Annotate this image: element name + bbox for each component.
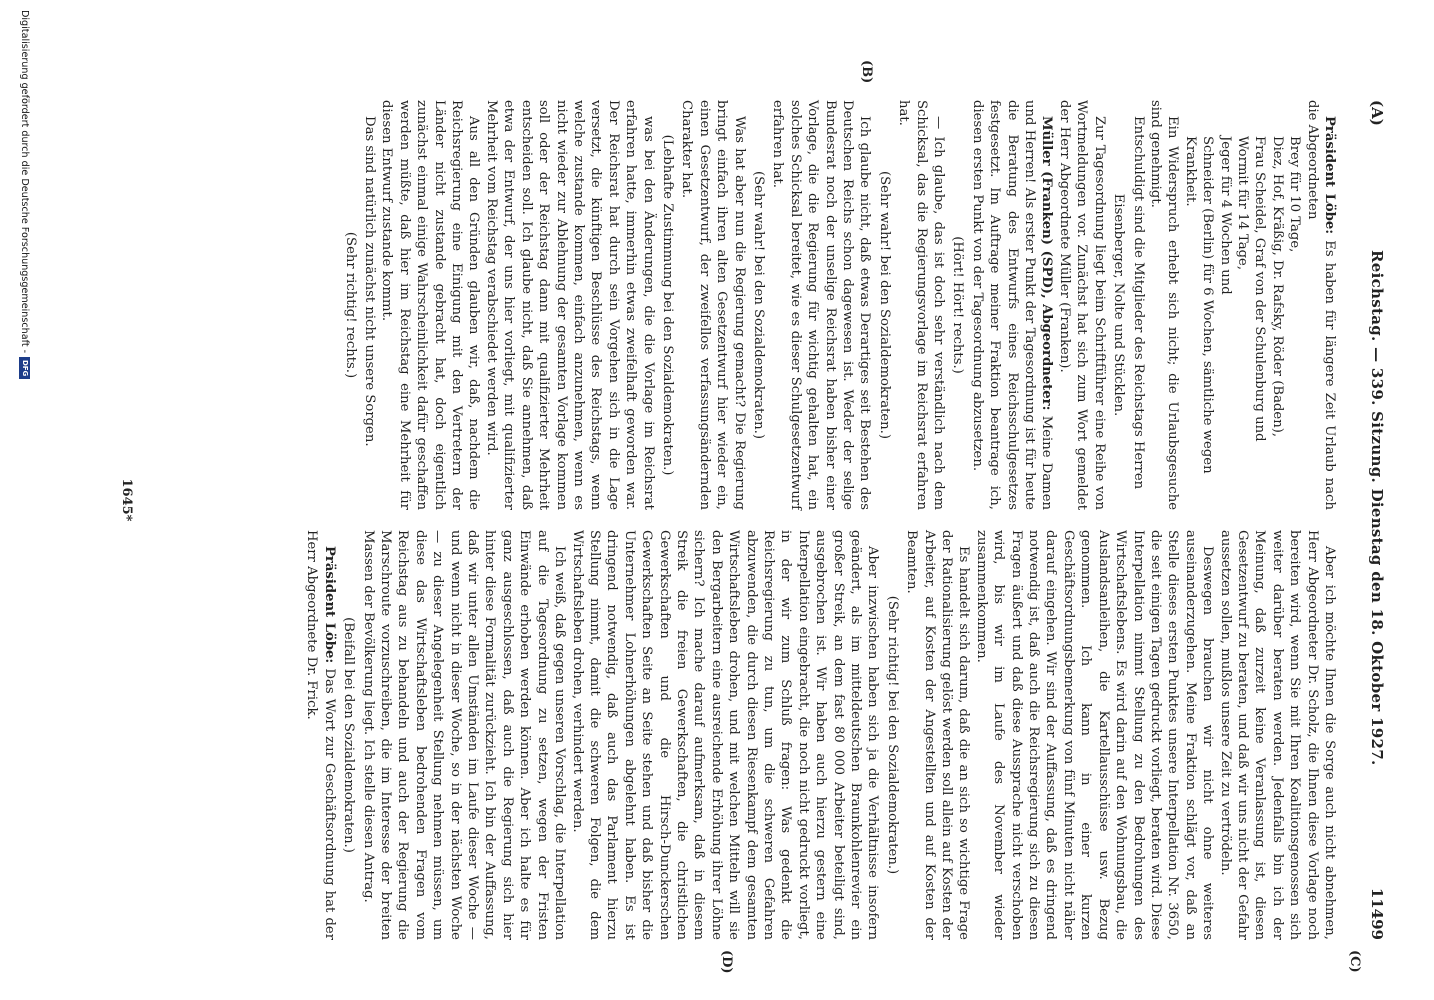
paragraph: Es handelt sich darum, daß die an sich so wichtige Frage der Rationalisierung gelöst werden soll allein auf Kosten der Arbeiter, auf Kosten der Angestellten und auf Kosten der Beamten. <box>904 530 972 940</box>
paragraph <box>1303 100 1338 510</box>
right-column <box>303 530 1338 940</box>
paragraph: Aus all den Gründen glauben wir, daß, nachdem die Reichsregierung eine Einigung mit den Vertretern der Länder nicht zustande gebracht hat, doch eigentlich zunächst einmal einige Wahrscheinlichkeit dafür geschaffen werden müßte, daß hier im Reichstag eine Mehrheit für diesen Entwurf zustande kommt. <box>379 100 482 510</box>
list-item: Frau Scheidel, Graf von der Schulenburg und <box>1252 136 1268 442</box>
aside-remark: (Beifall bei den Sozialdemokraten.) <box>341 617 357 853</box>
aside-remark: (Sehr wahr! bei den Sozialdemokraten.) <box>751 171 766 439</box>
speaker-name: Präsident Löbe: <box>1322 116 1337 235</box>
aside-remark: (Sehr wahr! bei den Sozialdemokraten.) <box>876 171 892 439</box>
dfg-logo-icon: DFG <box>19 357 30 379</box>
header-page-number: 11499 <box>1368 887 1386 940</box>
paragraph <box>968 100 1055 510</box>
credit-text: Digitalisierung gefördert durch die Deutsche Forschungsgemeinschaft - <box>19 10 30 354</box>
paragraph: — Ich glaube, das ist doch sehr verständlich nach dem Schicksal, das die Regierungsvorlage im Reichsrat erfahren hat. <box>896 100 947 510</box>
paragraph: Ich glaube nicht, daß etwas Derartiges seit Bestehen des Deutschen Reichs schon dagewesen ist. Weder der selige Bundesrat noch der unselige Reichsrat haben bisher einer Vorlage, die die Regierung für wichtig gehalten hat, ein solches Schicksal bereitet, wie es dieser Schulgesetzentwurf erfahren hat. <box>770 100 873 510</box>
speaker-name: Müller (Franken) (SPD), Abgeordneter: <box>1039 116 1055 411</box>
paragraph: Das sind natürlich zunächst nicht unsere Sorgen. <box>362 116 378 447</box>
page-header <box>1354 100 1394 940</box>
footer-page-code: 1645* <box>119 478 134 522</box>
aside-remark: (Hört! Hört! rechts.) <box>950 236 966 374</box>
paragraph: was bei den Änderungen, die die Vorlage im Reichsrat erfahren hatte, immerhin etwas zweifelhaft geworden war. Der Reichsrat hat durch sein Vorgehen sich in die Lage versetzt, die künftigen Beschlüsse des Reichstags, wenn welche zustande kommen, einfach anzunehmen, wenn es nicht wieder zur Ablehnung der gesamten Vorlage kommen soll oder der Reichstag dann mit qualifizierter Mehrheit entscheiden soll. Ich glaube nicht, daß Sie annehmen, daß etwa der Entwurf, der uns hier vorliegt, mit qualifizierter Mehrheit vom Reichstag verabschiedet werden wird. <box>483 100 656 510</box>
digitization-credit <box>19 10 30 379</box>
paragraph: Ich weiß, daß gegen unseren Vorschlag, die Interpellation auf die Tagesordnung zu setzen, wegen der Fristen Einwände erhoben werden können. Aber ich halte es für ganz ausgeschlossen, daß auch die Regierung sich hier hinter diese Formalität zurückzieht. Ich bin der Auffassung, daß wir unter allen Umständen im Laufe dieser Woche — und wenn nicht in dieser Woche, so in der nächsten Woche — zu dieser Angelegenheit Stellung nehmen müssen, um diese das Wirtschaftsleben bedrohenden Fragen vom Reichstag aus zu behandeln und auch der Regierung die Marschroute vorzuschreiben, die im Interesse der breiten Massen der Bevölkerung liegt. Ich stelle diesen Antrag. <box>360 530 568 940</box>
margin-mark-b: (B) <box>859 60 874 84</box>
paragraph-text: Das Wort zur Geschäftsordnung hat der Herr Abgeordnete Dr. Frick. <box>304 530 337 940</box>
left-column <box>339 100 1338 510</box>
list-item: Krankheit. <box>1182 136 1198 207</box>
header-margin-mark: (A) <box>1368 100 1386 126</box>
paragraph: Was hat aber nun die Regierung gemacht? Die Regierung bringt einfach ihren alten Gesetzentwurf hier wieder ein, einen Gesetzentwurf, der zweifellos verfassungsändernden Charakter hat. <box>679 100 747 510</box>
margin-mark-c: (C) <box>1347 950 1362 973</box>
leave-list <box>1181 100 1303 510</box>
paragraph: Entschuldigt sind die Mitglieder des Reichstags Herren <box>1130 116 1146 490</box>
paragraph: Ein Widerspruch erhebt sich nicht; die Urlaubsgesuche sind genehmigt. <box>1147 100 1181 510</box>
paragraph: Deswegen brauchen wir nicht ohne weiteres auseinanderzugehen. Meine Fraktion schlägt vor, daß an Stelle dieses ersten Punktes unsere Interpellation Nr. 3650, die seit einigen Tagen gedruckt vorliegt, beraten wird. Diese Interpellation nimmt Stellung zu den Bedrohungen des Wirtschaftslebens. Es wird darin auf den Wohnungsbau, die Auslandsanleihen, die Kartellausschüsse usw. Bezug genommen. Ich kann in einer kurzen Geschäftsordnungsbemerkung von fünf Minuten nicht näher darauf eingehen. Wir sind der Auffassung, daß es dringend notwendig ist, daß auch die Reichsregierung sich zu diesen Fragen äußert und daß diese Aussprache nicht verschoben wird, bis wir im Laufe des November wieder zusammenkommen. <box>973 530 1216 940</box>
list-item: Brey für 10 Tage, <box>1287 136 1303 253</box>
aside-remark: (Lebhafte Zustimmung bei den Sozialdemokraten.) <box>659 134 675 476</box>
paragraph: Aber ich möchte Ihnen die Sorge auch nicht abnehmen, Herr Abgeordneter Dr. Scholz, die Ihnen diese Vorlage noch bereiten wird, wenn Sie mit Ihren Koalitionsgenossen sich weiter darüber beraten werden. Jedenfalls bin ich der Meinung, daß zurzeit keine Veranlassung ist, diesen Gesetzentwurf zu beraten, und daß wir uns nicht der Gefahr aussetzen sollen, mußlos unsere Zeit zu vertrödeln. <box>1217 530 1337 940</box>
speaker-name: Präsident Löbe: <box>321 546 337 664</box>
list-item: Diez, Hof, Kräßig, Dr. Rafsky, Röder (Baden), <box>1269 136 1285 438</box>
margin-mark-d: (D) <box>719 950 734 974</box>
paragraph: Zur Tagesordnung liegt beim Schriftführer eine Reihe von Wortmeldungen vor. Zunächst hat sich zum Wort gemeldet der Herr Abgeordnete Müller (Franken). <box>1056 100 1107 510</box>
header-title: Reichstag. — 339. Sitzung. Dienstag den 18. Oktober 1927. <box>1368 250 1386 766</box>
list-item: Jeger für 4 Wochen und <box>1217 136 1233 295</box>
paragraph-text: Es haben für längere Zeit Urlaub nach die Abgeordneten <box>1304 100 1337 510</box>
paragraph <box>303 530 338 940</box>
list-item: Wormit für 14 Tage, <box>1234 136 1250 271</box>
paragraph: Aber inzwischen haben sich ja die Verhältnisse insofern geändert, als im mitteldeutschen Braunkohlenrevier ein großer Streik, an dem fast 80 000 Arbeiter beteiligt sind, ausgebrochen ist. Wir haben auch hierzu gestern eine Interpellation eingebracht, die noch nicht gedruckt vorliegt, in der wir zum Schluß fragen: Was gedenkt die Reichsregierung zu tun, um die schweren Gefahren abzuwenden, die durch diesen Riesenkampf dem gesamten Wirtschaftsleben drohen, und mit welchen Mitteln will sie den Bergarbeitern eine ausreichende Erhöhung ihrer Löhne sichern? Ich mache darauf aufmerksam, daß in diesem Streik die freien Gewerkschaften, die christlichen Gewerkschaften und die Hirsch-Dunckerschen Gewerkschaften Seite an Seite stehen und daß bisher die Unternehmer Lohnerhöhungen abgelehnt haben. Es ist dringend notwendig, daß auch das Parlament hierzu Stellung nimmt, damit die schweren Folgen, die dem Wirtschaftsleben drohen, verhindert werden. <box>569 530 881 940</box>
paragraph-text: Meine Damen und Herren! Als erster Punkt der Tagesordnung ist für heute die Beratung des Entwurfs eines Reichsschulgesetzes festgesetzt. Im Auftrage meiner Fraktion beantrage ich, diesen ersten Punkt von der Tagesordnung abzusetzen. <box>969 100 1055 510</box>
paragraph: Eisenberger, Nolte und Stücklen. <box>1111 193 1127 417</box>
list-item: Schneider (Berlin) für 6 Wochen, sämtliche wegen <box>1200 136 1216 474</box>
aside-remark: (Sehr richtig! bei den Sozialdemokraten.) <box>884 595 900 875</box>
aside-remark: (Sehr richtig! rechts.) <box>342 231 358 379</box>
